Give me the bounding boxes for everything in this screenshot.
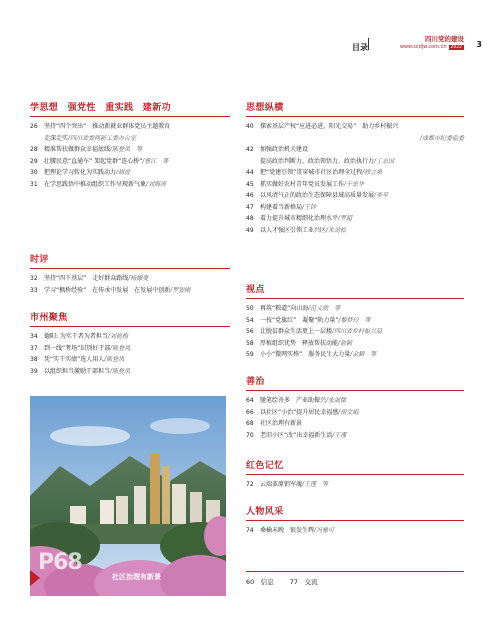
section-list: [30, 273, 230, 296]
entry-page: 26: [30, 123, 38, 130]
brand-name: 四川党的建设: [425, 35, 464, 43]
section-shizhou: [30, 310, 230, 377]
toc-entry[interactable]: [246, 156, 464, 168]
toc-entry[interactable]: [30, 179, 230, 191]
entry-title: 学习“枫桥经验” 在传承中发展 在发展中创新: [44, 286, 171, 294]
entry-title: 老旧小区“改”出幸福新生活: [260, 431, 333, 439]
entry-page: 59: [246, 351, 254, 358]
toc-entry[interactable]: [246, 213, 464, 225]
toc-entry[interactable]: [246, 133, 464, 145]
section-title: 时评: [30, 255, 49, 265]
toc-entry[interactable]: [246, 144, 464, 156]
entry-page: 42: [246, 146, 254, 153]
section-title: 学思想 强党性 重实践 建新功: [30, 103, 172, 113]
section-list: [246, 525, 464, 537]
toc-entry[interactable]: [246, 407, 464, 419]
toc-entry[interactable]: [246, 190, 464, 202]
toc-entry[interactable]: [30, 331, 230, 343]
toc-entry[interactable]: [246, 179, 464, 191]
entry-title: 在学思践悟中推动组织工作呈现新气象: [44, 180, 147, 188]
page-number: 3: [476, 40, 482, 49]
footer-item-page: 60: [246, 578, 255, 586]
section-hongse: [246, 458, 464, 491]
section-rule: [246, 520, 464, 521]
footer-item-exchange[interactable]: [290, 577, 318, 586]
footer-item-label: 交流: [304, 578, 318, 586]
toc-entry[interactable]: [246, 326, 464, 338]
entry-page: [30, 133, 44, 145]
entry-author: /丁志国: [374, 157, 395, 165]
entry-title: 走深走实: [44, 134, 69, 142]
entry-author: /四川省乡村振兴局: [332, 328, 383, 335]
entry-author: /陈登凤 等: [110, 146, 143, 153]
section-rule: [246, 390, 464, 391]
entry-page: 64: [246, 397, 254, 404]
toc-entry[interactable]: [30, 156, 230, 168]
entry-title: 社区治理有新景: [260, 420, 303, 427]
entry-title: 构建着当新格局: [260, 203, 303, 211]
entry-author: /徐言泉: [362, 169, 383, 176]
entry-title: 以风清气正的政治生态保障县域高质量发展: [260, 192, 375, 199]
entry-page: 45: [246, 180, 254, 188]
caption-page: P68: [38, 550, 82, 575]
entry-title: 小小“微网实格” 服务民生大力量: [260, 351, 351, 358]
section-rule: [30, 268, 230, 269]
entry-page: 56: [246, 328, 254, 335]
toc-entry[interactable]: [246, 395, 464, 407]
entry-page: 34: [30, 333, 38, 340]
section-list: [246, 121, 464, 236]
section-title: 视点: [246, 285, 265, 295]
header-divider: [368, 38, 369, 50]
section-rule: [30, 326, 230, 327]
section-sixiang: [246, 100, 464, 236]
toc-entry[interactable]: [246, 121, 464, 133]
toc-entry[interactable]: [30, 343, 230, 355]
toc-entry[interactable]: [246, 303, 464, 315]
entry-title: 探索基层产权“应进必进、阳光交易” 助力乡村振兴: [260, 123, 399, 130]
toc-entry[interactable]: [30, 354, 230, 366]
section-list: [30, 121, 230, 190]
entry-title: 德阳: 为实干者为者担当: [44, 333, 108, 340]
entry-page: 68: [246, 420, 254, 427]
entry-page: 29: [30, 157, 38, 165]
toc-label: 目录: [352, 43, 368, 52]
entry-page: 54: [246, 316, 254, 324]
entry-page: 49: [246, 226, 254, 234]
section-xue: [30, 100, 230, 190]
entry-title: 壮腰民意“直通车” 架起党群“连心桥”: [44, 157, 143, 165]
entry-page: 44: [246, 169, 254, 176]
issue-badge: 2022: [450, 45, 462, 50]
entry-page: 70: [246, 431, 254, 439]
toc-entry[interactable]: [246, 225, 464, 237]
entry-title: 坚持“四下基层” 走好群众路线: [44, 275, 129, 282]
entry-page: 47: [246, 203, 254, 211]
entry-author: /曹江 等: [142, 157, 169, 165]
entry-title: 让脱贫群众生活更上一层楼: [260, 328, 333, 335]
section-list: [246, 479, 464, 491]
entry-title: 把理论学习转化为实践动力: [44, 169, 117, 176]
footer-links: [246, 577, 318, 586]
entry-page: 58: [246, 339, 254, 347]
toc-entry[interactable]: [246, 167, 464, 179]
entry-author: /王莲 等: [302, 481, 329, 488]
toc-entry[interactable]: [246, 202, 464, 214]
entry-author: /杨娜曼: [128, 275, 149, 282]
entry-page: 39: [30, 367, 38, 375]
entry-title: 以社区“小治”提升居民幸福感: [260, 408, 339, 416]
entry-page: 37: [30, 344, 38, 352]
section-title: 市州聚焦: [30, 313, 68, 323]
entry-page: 40: [246, 123, 254, 130]
entry-title: 再筑“粮道”向山海: [260, 305, 309, 312]
entry-title: 到一线“考场”识别好干部: [44, 344, 111, 352]
entry-author: /余颖 等: [350, 351, 377, 358]
entry-title: 一枝“党旗红” 凝聚“轨力量”: [260, 316, 339, 324]
section-title: 人物风采: [246, 507, 284, 517]
entry-page: 32: [30, 275, 38, 282]
entry-title: 以组织担当激励干部担当: [44, 367, 111, 375]
entry-title: 抓实做好农村青年党员发展工作: [260, 180, 345, 188]
entry-title: 把“党建引领”贯穿城市社区治理全过程: [260, 169, 363, 176]
entry-author: /范义欣 等: [308, 305, 341, 312]
entry-author: /陈登凤: [110, 367, 131, 375]
section-rule: [246, 298, 464, 299]
section-renwu: [246, 504, 464, 537]
footer-item-info[interactable]: [246, 577, 274, 586]
entry-author: /罗超: [338, 215, 353, 222]
entry-page: 28: [30, 146, 38, 153]
toc-entry[interactable]: [246, 315, 464, 327]
entry-title: 坚持“四个突出” 推动新就业群体党员主题教育: [44, 123, 171, 130]
brand-url: [374, 44, 464, 50]
entry-title: 云端革原销军魂: [260, 481, 303, 488]
section-title: 红色记忆: [246, 461, 284, 471]
section-rule: [246, 474, 464, 475]
toc-entry[interactable]: [30, 273, 230, 285]
page-header: [242, 10, 482, 50]
section-rule: [246, 116, 464, 117]
entry-page: 38: [30, 356, 38, 363]
entry-author: /于忠华: [344, 180, 365, 188]
toc-entry[interactable]: [246, 349, 464, 361]
entry-author: /黎梦玲 等: [338, 316, 371, 324]
toc-entry[interactable]: [246, 479, 464, 491]
entry-author: /冯雅可: [314, 527, 335, 534]
entry-author: /王瑾: [332, 431, 347, 439]
entry-title: 加强政治机关建设: [260, 146, 309, 153]
footer-rule: [246, 571, 464, 572]
section-list: [246, 303, 464, 361]
toc-entry[interactable]: [30, 366, 230, 378]
section-title: 善治: [246, 377, 265, 387]
entry-page: 66: [246, 408, 254, 416]
entry-page: 48: [246, 215, 254, 222]
brand-url-text: www.scdjw.com.cn: [399, 44, 447, 50]
entry-title: 精准帮扶做群众幸福底线: [44, 146, 111, 153]
section-list: [30, 331, 230, 377]
entry-author: /成都市纪委监委: [419, 134, 464, 142]
footer-item-label: 信息: [260, 578, 274, 586]
entry-author: /张淑微: [326, 397, 347, 404]
toc-entry[interactable]: [30, 121, 230, 133]
entry-page: 50: [246, 305, 254, 312]
toc-entry[interactable]: [246, 525, 464, 537]
entry-title: 以人才强区引领工业兴区: [260, 226, 327, 234]
toc-entry[interactable]: [246, 430, 464, 442]
entry-title: 驰笔绘善多 产业助振兴: [260, 397, 327, 404]
toc-entry[interactable]: [246, 418, 464, 430]
toc-entry[interactable]: [30, 167, 230, 179]
entry-title: 桑榆未晚 银发生辉: [260, 527, 315, 534]
section-shiping: [30, 252, 230, 296]
toc-entry[interactable]: [30, 133, 230, 145]
entry-author: /王钞: [302, 203, 317, 211]
entry-author: /胡进: [116, 169, 131, 176]
entry-author: /陈登凤: [110, 344, 131, 352]
entry-page: 72: [246, 481, 254, 488]
footer-item-page: 77: [289, 578, 299, 586]
caption-text: 社区治理有新景: [112, 573, 161, 581]
section-shanzhi: [246, 374, 464, 441]
entry-author: /俞颖: [338, 339, 353, 347]
section-shidian: [246, 282, 464, 361]
entry-title: 厚植组织优势 释放帮扶动能: [260, 339, 339, 347]
entry-title: 凭“实干实绩”选人用人: [44, 356, 105, 363]
entry-page: 33: [30, 286, 38, 294]
entry-page: 30: [30, 169, 38, 176]
photo-caption[interactable]: [30, 550, 226, 586]
entry-title: 提高政治判断力、政治领悟力、政治执行力: [260, 157, 375, 165]
entry-author: /朱劲松: [326, 226, 347, 234]
toc-entry[interactable]: [246, 338, 464, 350]
entry-page: 46: [246, 192, 254, 199]
entry-author: /罗智刚: [170, 286, 191, 294]
section-list: [246, 395, 464, 441]
entry-author: /刘海涛: [146, 180, 167, 188]
entry-author: /陈登凤: [104, 356, 125, 363]
toc-entry[interactable]: [30, 144, 230, 156]
entry-author: /四川省委两新工委办公室: [68, 134, 137, 142]
entry-page: [246, 156, 260, 168]
toc-entry[interactable]: [30, 285, 230, 297]
entry-author: /胡文娟: [338, 408, 359, 416]
entry-title: 着力提升城市精细化治理水平: [260, 215, 339, 222]
section-title: 思想纵横: [246, 103, 284, 113]
section-rule: [30, 116, 230, 117]
entry-page: 31: [30, 180, 38, 188]
entry-page: 74: [246, 527, 254, 534]
entry-author: /李平: [374, 192, 389, 199]
brand-logo: [374, 34, 464, 54]
entry-author: /刘艳梅: [107, 333, 128, 340]
